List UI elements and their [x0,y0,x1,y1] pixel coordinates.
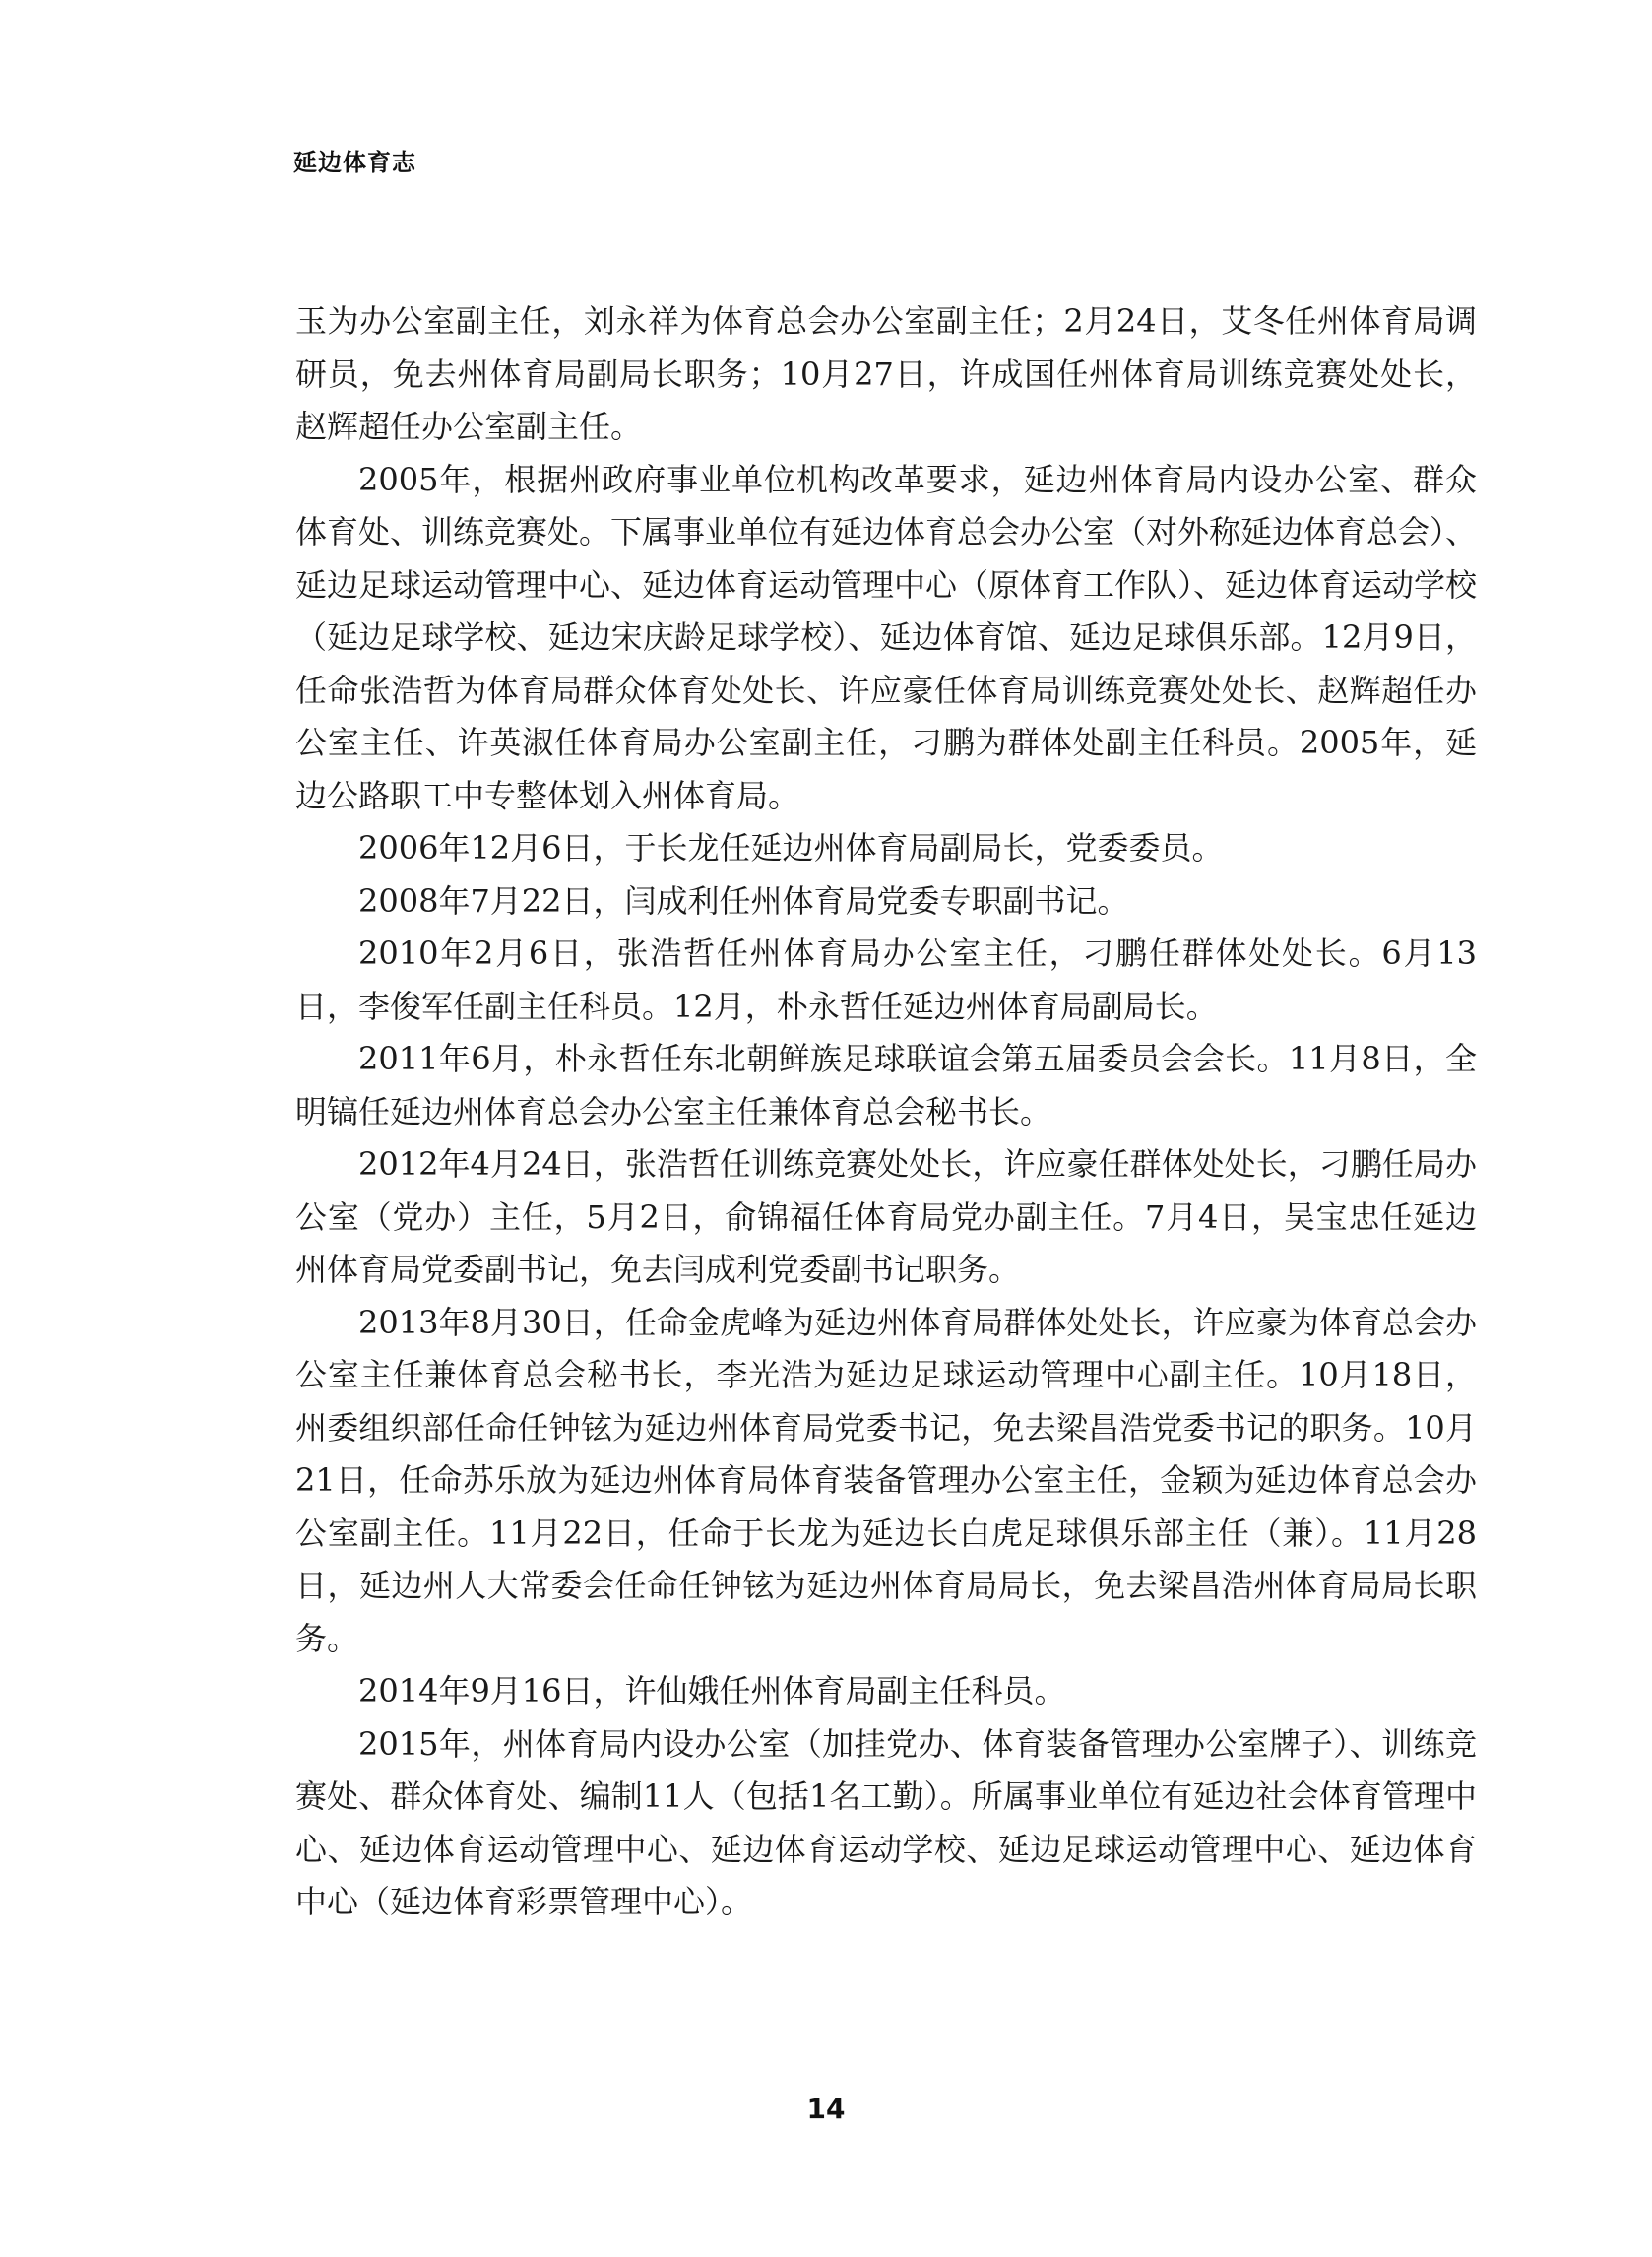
paragraph-2013: 2013年8月30日，任命金虎峰为延边州体育局群体处处长，许应豪为体育总会办公室主任兼体育总会秘书长，李光浩为延边足球运动管理中心副主任。10月18日，州委组织部任命任钟铉为延边州体育局党委书记，免去梁昌浩党委书记的职务。10月21日，任命苏乐放为延边州体育局体育装备管理办公室主任，金颖为延边体育总会办公室副主任。11月22日，任命于长龙为延边长白虎足球俱乐部主任（兼）。11月28日，延边州人大常委会任命任钟铉为延边州体育局局长，免去梁昌浩州体育局局长职务。 [295,1303,1477,1657]
running-header: 延边体育志 [293,149,416,176]
paragraph-2014: 2014年9月16日，许仙娥任州体育局副主任科员。 [358,1672,1066,1709]
page-number: 14 [806,2093,846,2125]
paragraph-2015: 2015年，州体育局内设办公室（加挂党办、体育装备管理办公室牌子）、训练竞赛处、群众体育处、编制11人（包括1名工勤）。所属事业单位有延边社会体育管理中心、延边体育运动管理中心、延边体育运动学校、延边足球运动管理中心、延边体育中心（延边体育彩票管理中心）。 [295,1724,1477,1920]
paragraph-2012: 2012年4月24日，张浩哲任训练竞赛处处长，许应豪任群体处处长，刁鹏任局办公室（党办）主任，5月2日，俞锦福任体育局党办副主任。7月4日，吴宝忠任延边州体育局党委副书记，免去闫成利党委副书记职务。 [295,1145,1477,1288]
paragraph-2006: 2006年12月6日，于长龙任延边州体育局副局长，党委委员。 [358,829,1224,867]
paragraph-2008: 2008年7月22日，闫成利任州体育局党委专职副书记。 [358,881,1129,920]
body-text [295,295,1477,1929]
paragraph-2011: 2011年6月，朴永哲任东北朝鲜族足球联谊会第五届委员会会长。11月8日，全明镐任延边州体育总会办公室主任兼体育总会秘书长。 [295,1040,1477,1130]
paragraph-continued: 玉为办公室副主任，刘永祥为体育总会办公室副主任；2月24日，艾冬任州体育局调研员，免去州体育局副局长职务；10月27日，许成国任州体育局训练竞赛处处长，赵辉超任办公室副主任。 [295,302,1477,445]
paragraph-2005: 2005年，根据州政府事业单位机构改革要求，延边州体育局内设办公室、群众体育处、训练竞赛处。下属事业单位有延边体育总会办公室（对外称延边体育总会）、延边足球运动管理中心、延边体育运动管理中心（原体育工作队）、延边体育运动学校（延边足球学校、延边宋庆龄足球学校）、延边体育馆、延边足球俱乐部。12月9日，任命张浩哲为体育局群众体育处处长、许应豪任体育局训练竞赛处处长、赵辉超任办公室主任、许英淑任体育局办公室副主任，刁鹏为群体处副主任科员。2005年，延边公路职工中专整体划入州体育局。 [295,460,1478,814]
paragraph-2010: 2010年2月6日，张浩哲任州体育局办公室主任，刁鹏任群体处处长。6月13日，李俊军任副主任科员。12月，朴永哲任延边州体育局副局长。 [295,935,1477,1025]
